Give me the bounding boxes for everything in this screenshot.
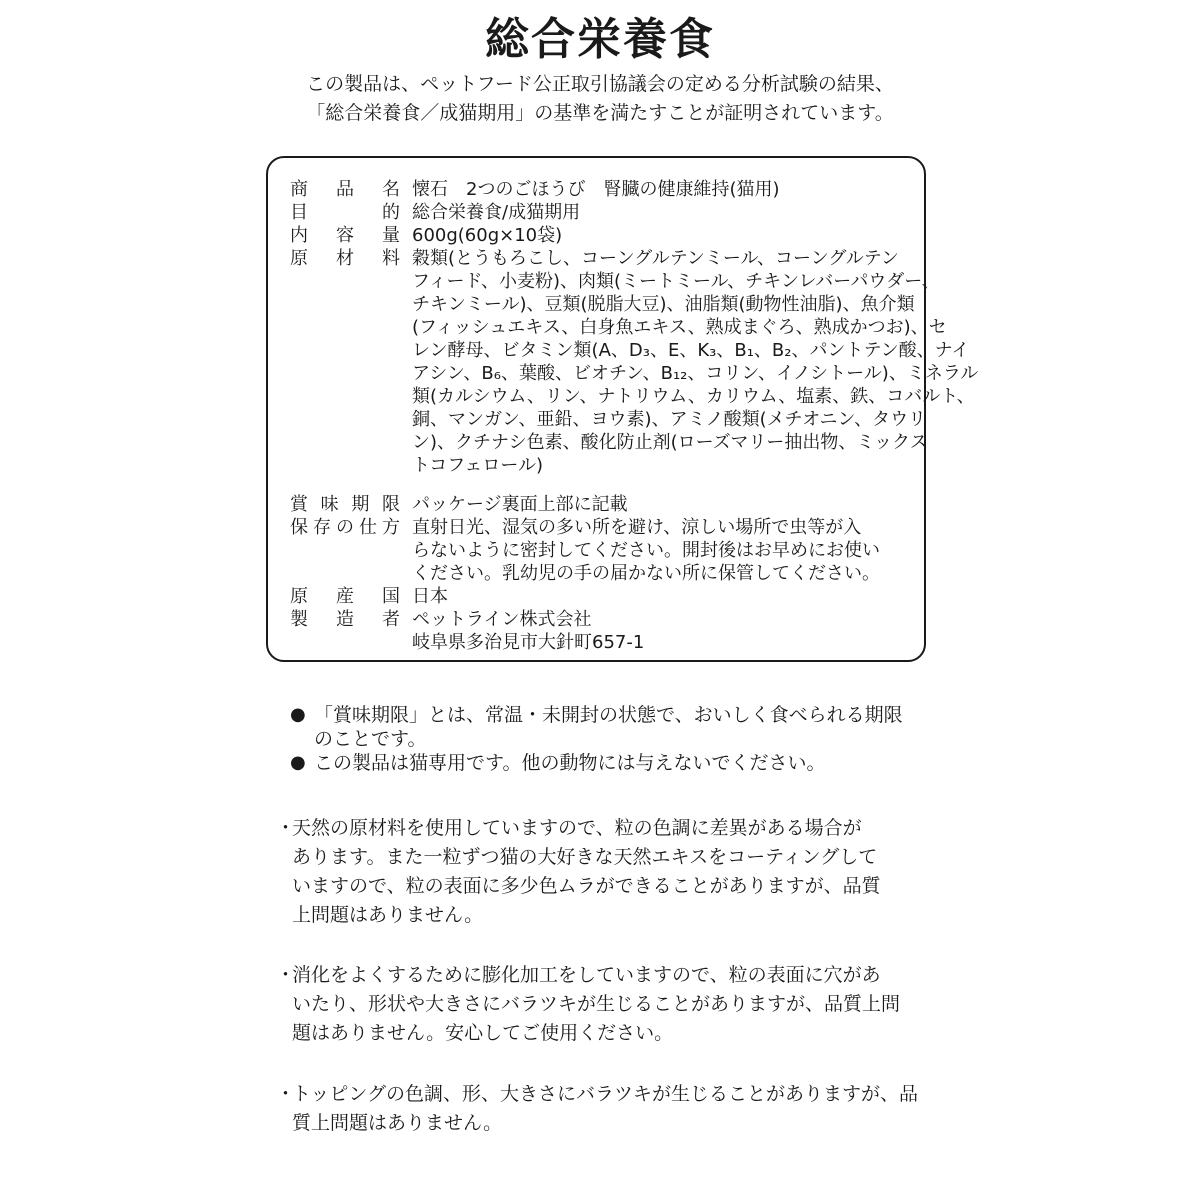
spec-value: 懐石 2つのごほうび 腎臓の健康維持(猫用) <box>412 179 780 200</box>
disclaimer-paragraph: ・ トッピングの色調、形、大きさにバラツキが生じることがありますが、品 質上問題はありません。 <box>276 1080 926 1138</box>
spec-value: 日本 <box>412 586 448 607</box>
spec-label: 内 容 量 <box>290 225 400 246</box>
spec-value: 穀類(とうもろこし、コーングルテンミール、コーングルテン フィード、小麦粉)、肉類(ミートミール、チキンレバーパウダー、 チキンミール)、豆類(脱脂大豆)、油脂類(動物性油脂)、魚介類 (フィッシュエキス、白身魚エキス、熟成まぐろ、熟成かつお)、セ レン酵母、ビタミン類(A、D₃、E、K₃、B₁、B₂、パントテン酸、ナイ アシン、B₆、葉酸、ビオチン、B₁₂、コリン、イノシトール)、ミネラル 類(カルシウム、リン、ナトリウム、カリウム、塩素、鉄、コバルト、 銅、マンガン、亜鉛、ヨウ素)、アミノ酸類(メチオニン、タウリ ン)、クチナシ色素、酸化防止剤(ローズマリー抽出物、ミックス トコフェロール) <box>412 248 979 476</box>
intro-line: この製品は、ペットフード公正取引協議会の定める分析試験の結果、 <box>306 73 894 95</box>
note-item: ● 「賞味期限」とは、常温・未開封の状態で、おいしく食べられる期限 のことです。 <box>290 704 903 750</box>
spec-value: 総合栄養食/成猫期用 <box>412 202 581 223</box>
bullet-dot-icon: ・ <box>276 964 296 986</box>
bullet-dot-icon: ・ <box>276 1083 296 1105</box>
spec-label: 商 品 名 <box>290 179 400 200</box>
spec-value: パッケージ裏面上部に記載 <box>412 494 628 515</box>
intro-line: 「総合栄養食／成猫期用」の基準を満たすことが証明されています。 <box>306 102 894 124</box>
spec-label: 保 存 の 仕 方 <box>290 517 400 538</box>
certification-intro <box>260 70 940 128</box>
bullet-dot-icon: ・ <box>276 817 296 839</box>
spec-value: 600g(60g×10袋) <box>412 225 563 246</box>
product-spec-box <box>266 156 979 662</box>
spec-value: ペットライン株式会社 岐阜県多治見市大針町657-1 <box>412 609 645 653</box>
disclaimer-paragraph: ・ 消化をよくするために膨化加工をしていますので、粒の表面に穴があ いたり、形状や大きさにバラツキが生じることがありますが、品質上問 題はありません。安心してご使用ください。 <box>276 961 926 1048</box>
notes-list <box>290 703 930 775</box>
page-title: 総合栄養食 <box>485 14 715 65</box>
bullet-circle-icon: ● <box>290 752 306 773</box>
disclaimer-paragraph: ・ 天然の原材料を使用していますので、粒の色調に差異がある場合が あります。また一粒ずつ猫の大好きな天然エキスをコーティングして いますので、粒の表面に多少色ムラができることがありますが、品質 上問題はありません。 <box>276 814 926 930</box>
spec-label: 製 造 者 <box>290 609 400 630</box>
spec-label: 賞 味 期 限 <box>290 494 400 515</box>
note-item: ● この製品は猫専用です。他の動物には与えないでください。 <box>290 752 826 774</box>
spec-value: 直射日光、湿気の多い所を避け、涼しい場所で虫等が入 らないように密封してください。開封後はお早めにお使い ください。乳幼児の手の届かない所に保管してください。 <box>412 517 880 584</box>
spec-label: 目 的 <box>290 202 400 223</box>
bullet-circle-icon: ● <box>290 704 306 725</box>
spec-label: 原 材 料 <box>290 248 400 269</box>
spec-label: 原 産 国 <box>290 586 400 607</box>
